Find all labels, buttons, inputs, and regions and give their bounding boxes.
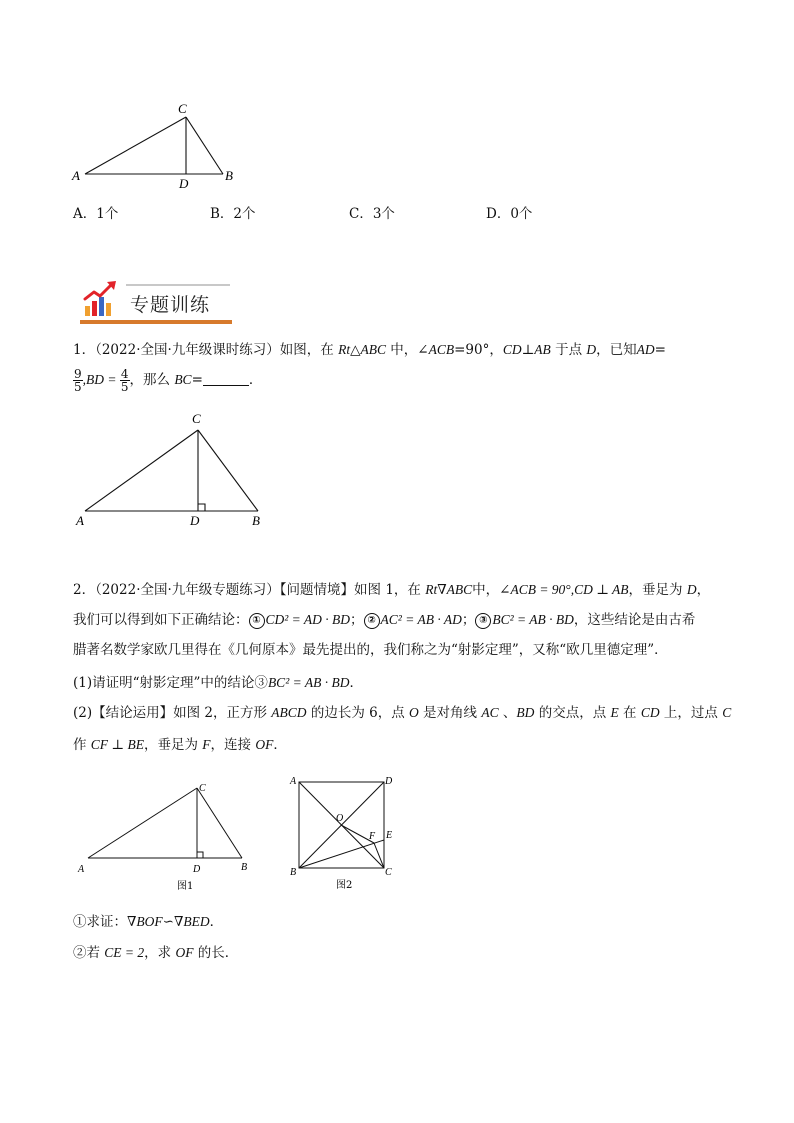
label-d: D	[193, 864, 201, 875]
q2-part2-line1	[73, 703, 731, 723]
q2-line2	[73, 610, 695, 630]
option-a-text: 1个	[96, 206, 119, 222]
label-e: E	[386, 830, 393, 841]
q1-text: ，那么	[129, 372, 175, 388]
q1-text: 中，	[385, 342, 418, 358]
option-c-letter: C．	[349, 206, 373, 222]
segment-ac	[85, 430, 198, 511]
q1-text: =	[654, 342, 666, 358]
q2-point-e: E	[610, 705, 619, 720]
q2-point-d: D	[686, 582, 697, 597]
q2-text: ．	[273, 737, 287, 753]
q1-bd: ,BD =	[82, 372, 120, 387]
q1-text: ，已知	[596, 342, 637, 358]
circled-three-icon: ③	[475, 613, 491, 629]
q2-point-o: O	[409, 705, 419, 720]
q2-text: ；	[461, 612, 476, 628]
q2-figure-2	[285, 770, 400, 890]
right-angle-mark	[197, 852, 203, 858]
label-d: D	[190, 513, 200, 528]
q2-similarity: ∇BOF∽∇BED	[127, 914, 210, 929]
segment-bc	[186, 117, 223, 174]
q2-bd: BD	[516, 705, 535, 720]
q2-text: ．	[209, 914, 224, 930]
circled-two-icon: ②	[364, 613, 380, 629]
label-a: A	[78, 864, 85, 875]
q2-text: 、	[498, 705, 517, 721]
q1-line2	[73, 368, 262, 393]
fraction-denominator: 5	[120, 380, 129, 394]
q2-source: （2022·全国·九年级专题练习）	[95, 582, 280, 598]
label-o: O	[336, 813, 344, 824]
label-b: B	[225, 168, 233, 183]
q2-line3: 腊著名数学家欧几里得在《几何原本》最先提出的，我们称之为“射影定理”，又称“欧几里德定理”．	[73, 642, 668, 658]
q2-conclusion-1: CD² = AD · BD	[265, 612, 351, 627]
fraction-numerator: 9	[74, 367, 82, 381]
q1-text: 如图，在	[279, 342, 339, 358]
q1-text: =	[191, 372, 203, 388]
section-top-rule	[126, 284, 230, 286]
q1-perpendicular: CD⊥AB	[502, 342, 551, 357]
option-d-text: 0个	[510, 206, 533, 222]
q2-text: ．	[349, 675, 363, 691]
q1-answer-blank[interactable]	[203, 373, 249, 386]
fraction-denominator: 5	[74, 380, 82, 394]
q2-square: ABCD	[271, 705, 307, 720]
circled-one-icon: ①	[249, 613, 265, 629]
label-a: A	[76, 513, 84, 528]
label-b: B	[290, 867, 297, 878]
label-c: C	[199, 783, 206, 794]
q1-text: =90°，	[454, 342, 503, 358]
q2-text: ，垂足为	[628, 582, 687, 598]
q2-text: ，连接	[210, 737, 256, 753]
q2-subquestion-1	[73, 912, 223, 932]
q1-text: ．	[248, 372, 263, 388]
q2-text: 如图 1，在	[354, 582, 426, 598]
q2-text: 中，	[472, 582, 500, 598]
q2-text: 我们可以得到如下正确结论：	[73, 612, 249, 628]
figure-1-caption: 图1	[177, 881, 194, 892]
q2-text: 上，过点	[659, 705, 723, 721]
label-a: A	[72, 168, 80, 183]
q2-text: ②若	[73, 945, 105, 961]
segment-ac	[88, 788, 197, 858]
q1-angle: ∠ACB	[417, 342, 455, 357]
q2-part1-expr: BC² = AB · BD	[267, 675, 350, 690]
q2-text: ，这些结论是由古希	[573, 612, 696, 628]
option-d	[486, 204, 532, 224]
q1-rt-triangle: Rt△ABC	[338, 342, 386, 357]
q2-cf-perp-be: CF ⊥ BE	[90, 737, 144, 752]
figure-top-triangle	[60, 95, 250, 195]
q1-ad: AD	[636, 342, 655, 357]
q2-number: 2．	[73, 582, 96, 598]
q2-conclusion-2: AC² = AB · AD	[380, 612, 462, 627]
right-angle-mark	[198, 504, 205, 511]
option-b	[210, 204, 256, 224]
q2-text: ，	[696, 582, 711, 598]
q2-ac: AC	[481, 705, 499, 720]
segment-ac	[85, 117, 186, 174]
option-b-text: 2个	[233, 206, 256, 222]
q1-source: （2022·全国·九年级课时练习）	[95, 342, 280, 358]
option-d-letter: D．	[486, 206, 511, 222]
q1-fraction-ad	[73, 368, 83, 393]
q2-line1	[73, 580, 710, 600]
q2-point-f: F	[202, 737, 211, 752]
q2-text: (1)请证明“射影定理”中的结论③	[73, 675, 268, 691]
q2-figure-1	[70, 778, 260, 896]
q2-ce-value: CE = 2	[104, 945, 145, 960]
q2-text: (2)【结论运用】如图 2，正方形	[73, 705, 272, 721]
q2-point-c: C	[722, 705, 732, 720]
option-a-letter: A．	[73, 206, 97, 222]
q2-tag: 【问题情境】	[279, 582, 355, 598]
q2-text: ；	[350, 612, 364, 628]
option-c	[349, 204, 395, 224]
option-b-letter: B．	[210, 206, 234, 222]
q1-fraction-bd	[120, 368, 130, 393]
q1-line1	[73, 340, 666, 360]
segment-cf	[374, 843, 384, 868]
q2-part2-line2	[73, 735, 287, 755]
q2-text: 的边长为 6，点	[306, 705, 410, 721]
q2-conclusion-3: BC² = AB · BD	[492, 612, 574, 627]
section-title: 专题训练	[130, 294, 211, 316]
option-c-text: 3个	[372, 206, 395, 222]
label-d: D	[179, 176, 189, 191]
label-c: C	[385, 867, 392, 878]
chart-growth-icon	[82, 280, 122, 320]
q2-cd: CD	[640, 705, 660, 720]
segment-bc	[198, 430, 258, 511]
label-c: C	[192, 411, 201, 426]
figure-2-caption: 图2	[336, 880, 353, 890]
segment-be	[299, 840, 384, 868]
q2-text: 的交点，点	[534, 705, 611, 721]
label-d: D	[385, 776, 393, 787]
label-f: F	[369, 831, 376, 842]
q2-rt-triangle: Rt∇ABC	[425, 582, 473, 597]
q2-text: 作	[73, 737, 91, 753]
fraction-numerator: 4	[120, 367, 129, 381]
q2-text: 在	[618, 705, 641, 721]
q2-of: OF	[255, 737, 274, 752]
q2-text: ，求	[144, 945, 176, 961]
segment-bc	[197, 788, 242, 858]
label-b: B	[252, 513, 260, 528]
q1-bc: BC	[174, 372, 192, 387]
q2-text: ①求证：	[73, 914, 127, 930]
option-a	[73, 204, 118, 224]
label-b: B	[241, 862, 248, 873]
section-header	[80, 280, 232, 326]
q1-number: 1．	[73, 342, 96, 358]
q2-condition: ∠ACB = 90°,CD ⊥ AB	[499, 582, 629, 597]
q1-text: 于点	[550, 342, 587, 358]
q2-of: OF	[175, 945, 194, 960]
label-a: A	[290, 776, 297, 787]
section-underline	[80, 320, 232, 324]
q1-figure	[70, 408, 275, 533]
q2-subquestion-2	[73, 943, 238, 963]
q2-text: ，垂足为	[144, 737, 203, 753]
q2-text: 是对角线	[418, 705, 482, 721]
label-c: C	[178, 101, 187, 116]
q2-part1	[73, 673, 363, 693]
q2-text: 的长．	[193, 945, 239, 961]
q1-point-d: D	[586, 342, 597, 357]
